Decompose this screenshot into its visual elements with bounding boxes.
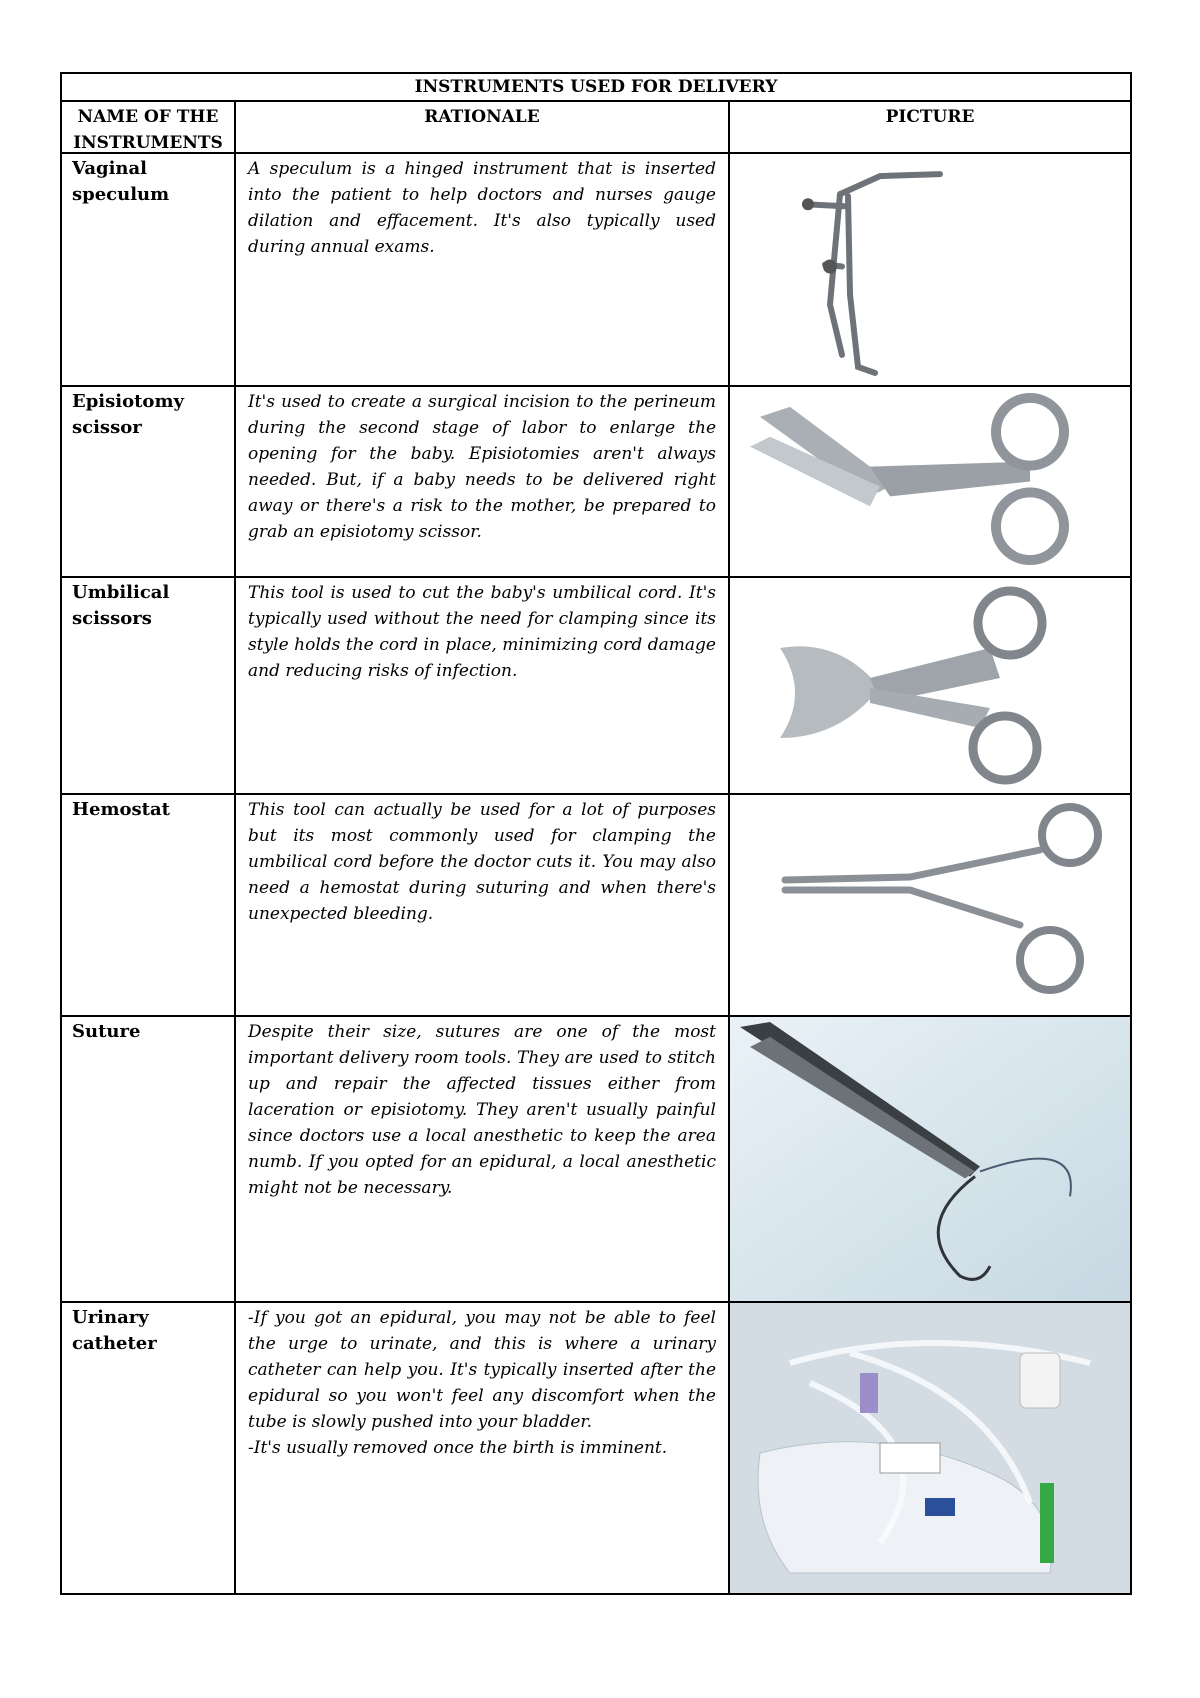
table-row — [62, 1017, 1130, 1303]
instrument-rationale: This tool is used to cut the baby's umbilical cord. It's typically used without the need for clamping since its style holds the cord in place, minimizing cord damage and reducing risks of infection. — [236, 578, 730, 793]
table-row — [62, 1303, 1130, 1593]
hemostat-image — [730, 795, 1130, 1015]
table-row — [62, 578, 1130, 795]
table-row — [62, 387, 1130, 578]
instrument-name: Episiotomy scissor — [62, 387, 236, 576]
instrument-rationale: A speculum is a hinged instrument that is inserted into the patient to help doctors and nurses gauge dilation and effacement. It's also typically used during annual exams. — [236, 154, 730, 385]
instrument-rationale: This tool can actually be used for a lot of purposes but its most commonly used for clamping the umbilical cord before the doctor cuts it. You may also need a hemostat during suturing and when there's unexpected bleeding. — [236, 795, 730, 1015]
rationale-line: -If you got an epidural, you may not be able to feel the urge to urinate, and this is where a urinary catheter can help you. It's typically inserted after the epidural so you won't feel any discomfort when the tube is slowly pushed into your bladder. — [248, 1308, 716, 1432]
table-row — [62, 154, 1130, 387]
instrument-rationale — [236, 1303, 730, 1593]
urinary-catheter-image — [730, 1303, 1130, 1593]
speculum-image — [730, 154, 1130, 385]
header-row — [62, 102, 1130, 154]
episiotomy-scissor-image — [730, 387, 1130, 576]
umbilical-scissors-image — [730, 578, 1130, 793]
rationale-line: -It's usually removed once the birth is imminent. — [248, 1438, 668, 1458]
instrument-name: Urinary catheter — [62, 1303, 236, 1593]
instrument-name: Vaginal speculum — [62, 154, 236, 385]
header-picture: PICTURE — [885, 107, 975, 127]
header-name: NAME OF THE INSTRUMENTS — [62, 102, 236, 152]
header-rationale: RATIONALE — [236, 102, 730, 152]
instrument-rationale: It's used to create a surgical incision to the perineum during the second stage of labor to enlarge the opening for the baby. Episiotomies aren't always needed. But, if a baby needs to be delivered right away or there's a risk to the mother, be prepared to grab an episiotomy scissor. — [236, 387, 730, 576]
table-title: INSTRUMENTS USED FOR DELIVERY — [62, 74, 1130, 102]
table-row — [62, 795, 1130, 1017]
suture-image — [730, 1017, 1130, 1301]
instrument-name: Suture — [62, 1017, 236, 1301]
instrument-name: Hemostat — [62, 795, 236, 1015]
instrument-rationale: Despite their size, sutures are one of the most important delivery room tools. They are used to stitch up and repair the affected tissues either from laceration or episiotomy. They aren't usually painful since doctors use a local anesthetic to keep the area numb. If you opted for an epidural, a local anesthetic might not be necessary. — [236, 1017, 730, 1301]
instruments-table — [60, 72, 1132, 1595]
instrument-name: Umbilical scissors — [62, 578, 236, 793]
